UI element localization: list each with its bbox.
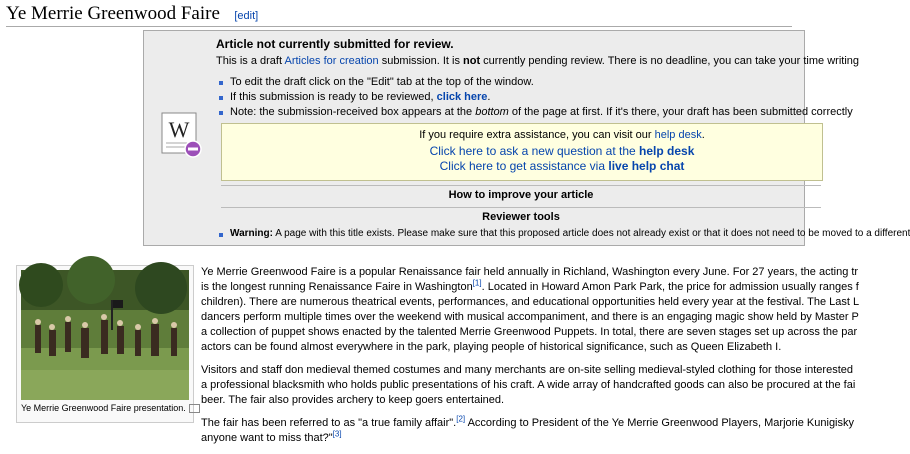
afc-intro-text: submission. It is [378,55,463,67]
warning-label: Warning: [230,228,273,239]
text-line: According to President of the Ye Merrie Greenwood Players, Marjorie Kunigisky [465,417,855,429]
paragraph-2 [201,363,856,408]
link-text: Click here to ask a new question at the [429,144,640,158]
faire-photo[interactable] [21,270,189,400]
caption-text: Ye Merrie Greenwood Faire presentation. [21,403,186,413]
afc-bullet-submit [216,90,853,105]
paragraph-1 [201,265,860,355]
text-line: . Located in Howard Amon Park Park, the price for admission usually ranges f [481,281,859,293]
bullet-text: of the page at first. If it's there, your draft has been submitted correctly [508,106,853,118]
bullet-text: . [487,91,491,103]
afc-instructions [216,75,853,120]
click-here-submit-link[interactable]: click here [436,91,488,103]
bullet-emphasis: bottom [475,106,509,118]
svg-text:W: W [168,117,190,142]
ref-link-2[interactable]: [2] [456,414,466,424]
text-line: actors can be found almost everywhere in the park, playing people of historical significance, such as Queen Elizabeth I. [201,341,782,353]
reviewer-tools-heading[interactable]: Reviewer tools [482,211,560,223]
ref-link-1[interactable]: [1] [472,278,482,288]
thumbnail [16,265,194,423]
ref-link-3[interactable]: [3] [332,429,342,439]
text-line: dancers perform multiple times over the weekend with musical accompaniment, and there is an engaging magic show held by Master P [201,311,859,323]
page-title: Ye Merrie Greenwood Faire [6,3,220,24]
page-header [6,2,792,27]
wikipedia-draft-icon [159,111,205,159]
help-box [221,123,823,181]
magnify-icon[interactable] [189,404,200,413]
text-line: is the longest running Renaissance Faire in Washington [201,281,473,293]
bullet-text: If this submission is ready to be reviewed, [230,91,437,103]
warning-text: A page with this title exists. Please make sure that this proposed article does not already exist or that it does not need to be moved to a different [272,228,910,239]
text-line: children). There are numerous theatrical events, performances, and educational opportunities held every year at the festival. The Last L [201,296,860,308]
link-bold: live help chat [608,159,685,173]
articles-for-creation-link[interactable]: Articles for creation [284,55,379,67]
ask-help-desk-link[interactable] [222,144,822,158]
improve-article-heading[interactable]: How to improve your article [448,189,594,201]
live-help-chat-link[interactable] [222,159,822,173]
afc-bullet-edit [216,75,853,90]
edit-link[interactable]: [edit] [234,10,259,22]
help-desk-line [222,129,822,141]
bullet-text: Note: the submission-received box appears at the [230,106,476,118]
text-line: beer. The fair also provides archery to keep goers entertained. [201,394,505,406]
warning-notice [216,228,910,239]
link-text: Click here to get assistance via [439,159,609,173]
text-line: a professional blacksmith who holds public presentations of his craft. A wide array of handcrafted goods can also be procured at the fai [201,379,856,391]
article-body [201,265,860,454]
text-line: anyone want to miss that?" [201,432,333,444]
help-desk-link[interactable]: help desk [654,129,702,141]
afc-intro [216,55,859,67]
help-text: . [701,129,705,141]
afc-intro-text: currently pending review. There is no deadline, you can take your time writing [480,55,859,67]
text-line: a collection of puppet shows enacted by the talented Merrie Greenwood Puppets. In total, there are seven stages set up across the par [201,326,858,338]
text-line: Ye Merrie Greenwood Faire is a popular Renaissance fair held annually in Richland, Washington every June. For 27 years, the acting tr [201,266,859,278]
divider [221,207,821,208]
text-line: Visitors and staff don medieval themed costumes and many merchants are on-site selling medieval-styled clothing for those interested [201,364,853,376]
link-bold: help desk [639,144,695,158]
afc-notice-box [143,30,910,246]
paragraph-3 [201,414,855,446]
bullet-text: To edit the draft click on the "Edit" tab at the top of the window. [230,76,534,88]
afc-intro-bold: not [463,55,481,67]
afc-title: Article not currently submitted for review. [216,37,454,51]
thumb-caption [21,403,200,413]
afc-intro-text: This is a draft [216,55,285,67]
help-text: If you require extra assistance, you can visit our [419,129,655,141]
divider [221,185,821,186]
text-line: The fair has been referred to as "a true family affair". [201,417,457,429]
afc-bullet-note [216,105,853,120]
